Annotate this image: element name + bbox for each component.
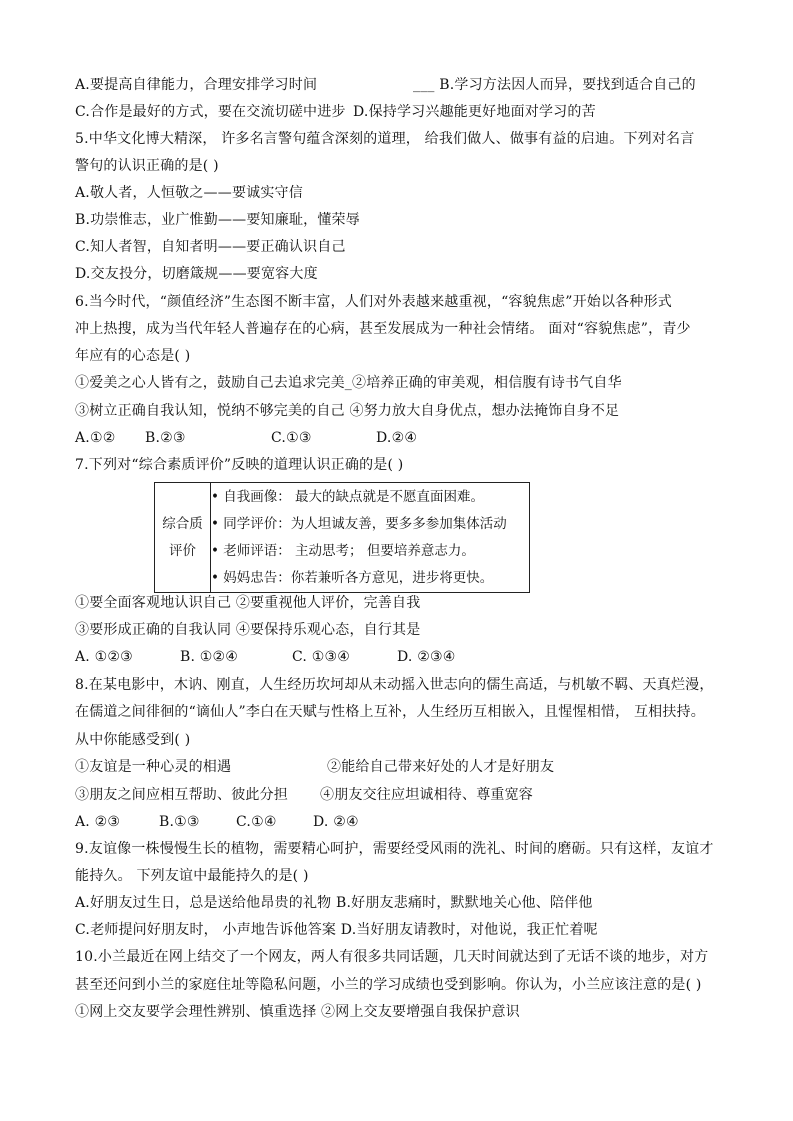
q8-stem-line1: 8.在某电影中，木讷、刚直，人生经历坎坷却从未动摇入世志向的儒生高适，与机敏不羁、天真烂漫， xyxy=(75,677,714,693)
q7-statements-34: ③要形成正确的自我认同 ④要保持乐观心态，自行其是 xyxy=(75,622,421,638)
q8-stem-line2: 在儒道之间徘徊的“谪仙人”李白在天赋与性格上互补，人生经历互相嵌入，且惺惺相惜， 互相扶持。 xyxy=(75,704,705,720)
q7-option-b: B. ①②④ xyxy=(180,649,239,665)
q8-statement-4: ④朋友交往应坦诚相待、尊重宽容 xyxy=(320,787,533,803)
eval-item-classmate: • 同学评价：为人坦诚友善，要多多参加集体活动 xyxy=(211,515,507,532)
q7-stem: 7.下列对“综合素质评价”反映的道理认识正确的是( ) xyxy=(75,457,404,473)
q6-option-b: B.②③ xyxy=(145,430,186,446)
q4-option-c: C.合作是最好的方式，要在交流切磋中进步 xyxy=(75,104,346,120)
eval-item-mother: • 妈妈忠告：你若兼听各方意见，进步将更快。 xyxy=(211,569,494,586)
q4-option-b: ___ B.学习方法因人而异，要找到适合自己的 xyxy=(413,77,696,93)
q9-stem-line1: 9.友谊像一株慢慢生长的植物，需要精心呵护，需要经受风雨的洗礼、时间的磨砺。只有这样，友谊才 xyxy=(75,841,714,857)
q7-option-d: D. ②③④ xyxy=(397,649,456,665)
q7-statements-12: ①要全面客观地认识自己 ②要重视他人评价，完善自我 xyxy=(75,595,421,611)
q9-options-cd: C.老师提问好朋友时， 小声地告诉他答案 D.当好朋友请教时，对他说，我正忙着呢 xyxy=(75,922,598,938)
q5-option-a: A.敬人者，人恒敬之——要诚实守信 xyxy=(75,185,303,201)
q9-stem-line2: 能持久。 下列友谊中最能持久的是( ) xyxy=(75,868,309,884)
q6-statements-34: ③树立正确自我认知，悦纳不够完美的自己 ④努力放大自身优点，想办法掩饰自身不足 xyxy=(75,403,620,419)
eval-item-teacher: • 老师评语： 主动思考； 但要培养意志力。 xyxy=(211,542,475,559)
evaluation-table xyxy=(154,482,530,593)
q8-option-a: A. ②③ xyxy=(75,814,121,830)
q7-option-c: C. ①③④ xyxy=(292,649,350,665)
q4-option-a: A.要提高自律能力，合理安排学习时间 xyxy=(75,77,318,93)
q6-option-a: A.①② xyxy=(75,430,116,446)
q10-stem-line2: 甚至还问到小兰的家庭住址等隐私问题，小兰的学习成绩也受到影响。你认为，小兰应该注意的是( ) xyxy=(75,977,702,993)
q6-option-d: D.②④ xyxy=(376,430,418,446)
q5-stem-line2: 警句的认识正确的是( ) xyxy=(75,158,219,174)
q6-statements-12: ①爱美之心人皆有之，鼓励自己去追求完美_②培养正确的审美观，相信腹有诗书气自华 xyxy=(75,375,622,391)
q6-stem-line1: 6.当今时代，“颜值经济”生态图不断丰富，人们对外表越来越重视，“容貌焦虑”开始以各种形式 xyxy=(75,294,672,310)
q8-statement-3: ③朋友之间应相互帮助、彼此分担 xyxy=(75,787,288,803)
q4-option-d: D.保持学习兴趣能更好地面对学习的苦 xyxy=(353,104,596,120)
q9-options-ab: A.好朋友过生日，总是送给他昂贵的礼物 B.好朋友悲痛时，默默地关心他、陪伴他 xyxy=(75,895,593,911)
q8-stem-line3: 从中你能感受到( ) xyxy=(75,732,191,748)
q6-option-c: C.①③ xyxy=(271,430,312,446)
label-line1: 综合质 xyxy=(162,515,203,532)
evaluation-table-items xyxy=(211,483,530,593)
q10-statements-12: ①网上交友要学会理性辨别、慎重选择 ②网上交友要增强自我保护意识 xyxy=(75,1004,520,1020)
q6-stem-line3: 年应有的心态是( ) xyxy=(75,348,191,364)
q5-option-b: B.功崇惟志，业广惟勤——要知廉耻，懂荣辱 xyxy=(75,212,360,228)
q8-option-d: D. ②④ xyxy=(313,814,359,830)
eval-item-self: • 自我画像： 最大的缺点就是不愿直面困难。 xyxy=(211,488,485,505)
q5-stem-line1: 5.中华文化博大精深， 许多名言警句蕴含深刻的道理， 给我们做人、做事有益的启迪。下列对名言 xyxy=(75,131,695,147)
q8-option-c: C.①④ xyxy=(236,814,277,830)
q8-statement-2: ②能给自己带来好处的人才是好朋友 xyxy=(327,759,555,775)
q8-option-b: B.①③ xyxy=(159,814,200,830)
q6-stem-line2: 冲上热搜，成为当代年轻人普遍存在的心病，甚至发展成为一种社会情绪。 面对“容貌焦虑”，青少 xyxy=(75,321,691,337)
q10-stem-line1: 10.小兰最近在网上结交了一个网友，两人有很多共同话题，几天时间就达到了无话不谈的地步，对方 xyxy=(75,949,709,965)
q5-option-c: C.知人者智，自知者明——要正确认识自己 xyxy=(75,239,346,255)
q8-statement-1: ①友谊是一种心灵的相遇 xyxy=(75,759,232,775)
q7-option-a: A. ①②③ xyxy=(75,649,133,665)
evaluation-table-label xyxy=(155,483,211,593)
label-line2: 评价 xyxy=(169,542,196,559)
q5-option-d: D.交友投分，切磨箴规——要宽容大度 xyxy=(75,266,318,282)
